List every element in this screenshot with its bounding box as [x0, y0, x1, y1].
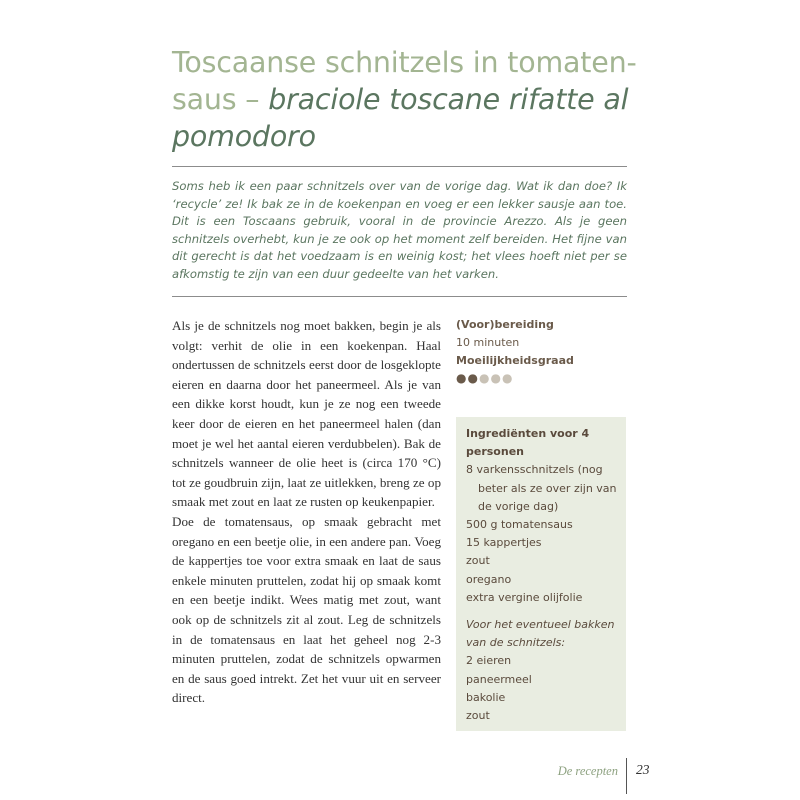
ingredients-box — [456, 417, 626, 731]
ingredient-item: zout — [466, 554, 490, 568]
method-text — [172, 316, 441, 708]
ingredient-item: 15 kappertjes — [466, 536, 542, 550]
recipe-title — [172, 44, 642, 155]
recipe-title-italian: braciole toscane rifatte al pomodoro — [172, 83, 629, 153]
ingredient-item: oregano — [466, 572, 512, 586]
frying-item: 2 eieren — [466, 654, 512, 668]
frying-subheader: Voor het eventueel bakken van de schnitzels: — [466, 618, 615, 650]
ingredient-item: extra vergine olijfolie — [466, 590, 583, 604]
frying-item: paneermeel — [466, 672, 532, 686]
frying-item: zout — [466, 709, 490, 723]
ingredients-gap — [466, 607, 618, 616]
difficulty-dot-empty-icon: ● — [478, 371, 491, 385]
ingredients-header: Ingrediënten voor 4 personen — [466, 427, 590, 459]
section-label: De recepten — [557, 764, 618, 778]
difficulty-rating — [456, 370, 626, 386]
intro-text: Soms heb ik een paar schnitzels over van de vorige dag. Wat ik dan doe? Ik ‘recycle’ ze! Ik bak ze in de koekenpan en voeg er een lekker sausje aan toe. Dit is een Toscaans gebruik, vooral in de provincie Arezzo. Als je geen schnitzels overhebt, kun je ze ook op het moment zelf bereiden. Het fijne van dit gerecht is dat het voedzaam is en weinig kost; het vlees hoeft niet per se afkomstig te zijn van een duur gedeelte van het varken. — [172, 179, 627, 281]
method-paragraph: Doe de tomatensaus, op smaak gebracht met oregano en een beetje olie, in een andere pan. Voeg de kappertjes toe voor extra smaak en laat de saus enkele minuten pruttelen, zodat hij op smaak komt en een beetje indikt. Wees matig met zout, want ook op de schnitzels zit al zout. Leg de schnitzels in de tomatensaus en laat het geheel nog 2-3 minuten pruttelen, zodat de schnitzels opwarmen en de saus goed intrekt. Zet het vuur uit en serveer direct. — [172, 513, 441, 706]
recipe-meta — [456, 316, 626, 386]
page-number: 23 — [636, 762, 650, 777]
prep-time-label: (Voor)bereiding — [456, 318, 554, 331]
frying-item: bakolie — [466, 690, 506, 704]
footer-divider — [626, 758, 627, 794]
difficulty-dot-filled-icon: ● — [456, 371, 468, 385]
bottom-divider — [172, 296, 627, 297]
ingredient-item: 500 g tomatensaus — [466, 518, 573, 532]
difficulty-dot-empty-icon: ● — [501, 371, 514, 385]
difficulty-dot-empty-icon: ● — [490, 371, 502, 385]
top-divider — [172, 166, 627, 167]
recipe-title-main: Toscaanse schnitzels in tomatensaus – — [172, 46, 637, 116]
difficulty-label: Moeilijkheidsgraad — [456, 354, 574, 367]
method-paragraph: Als je de schnitzels nog moet bakken, begin je als volgt: verhit de olie in een koekenpan. Haal ondertussen de schnitzels eerst door de losgeklopte eieren en daarna door het paneermeel. Als je van een dikke korst houdt, kun je ze nog een tweede keer door de eieren en het paneermeel halen (dan moet je wel het aantal eieren verdubbelen). Bak de schnitzels wanneer de olie heet is (circa 170 °C) tot ze goudbruin zijn, laat ze uitlekken, breng ze op smaak met zout en laat ze rusten op keukenpapier. — [172, 318, 441, 510]
ingredient-item: 8 varkensschnitzels (nog beter als ze over zijn van de vorige dag) — [466, 463, 617, 513]
difficulty-dot-filled-icon: ● — [467, 371, 479, 385]
prep-time-value: 10 minuten — [456, 336, 520, 349]
